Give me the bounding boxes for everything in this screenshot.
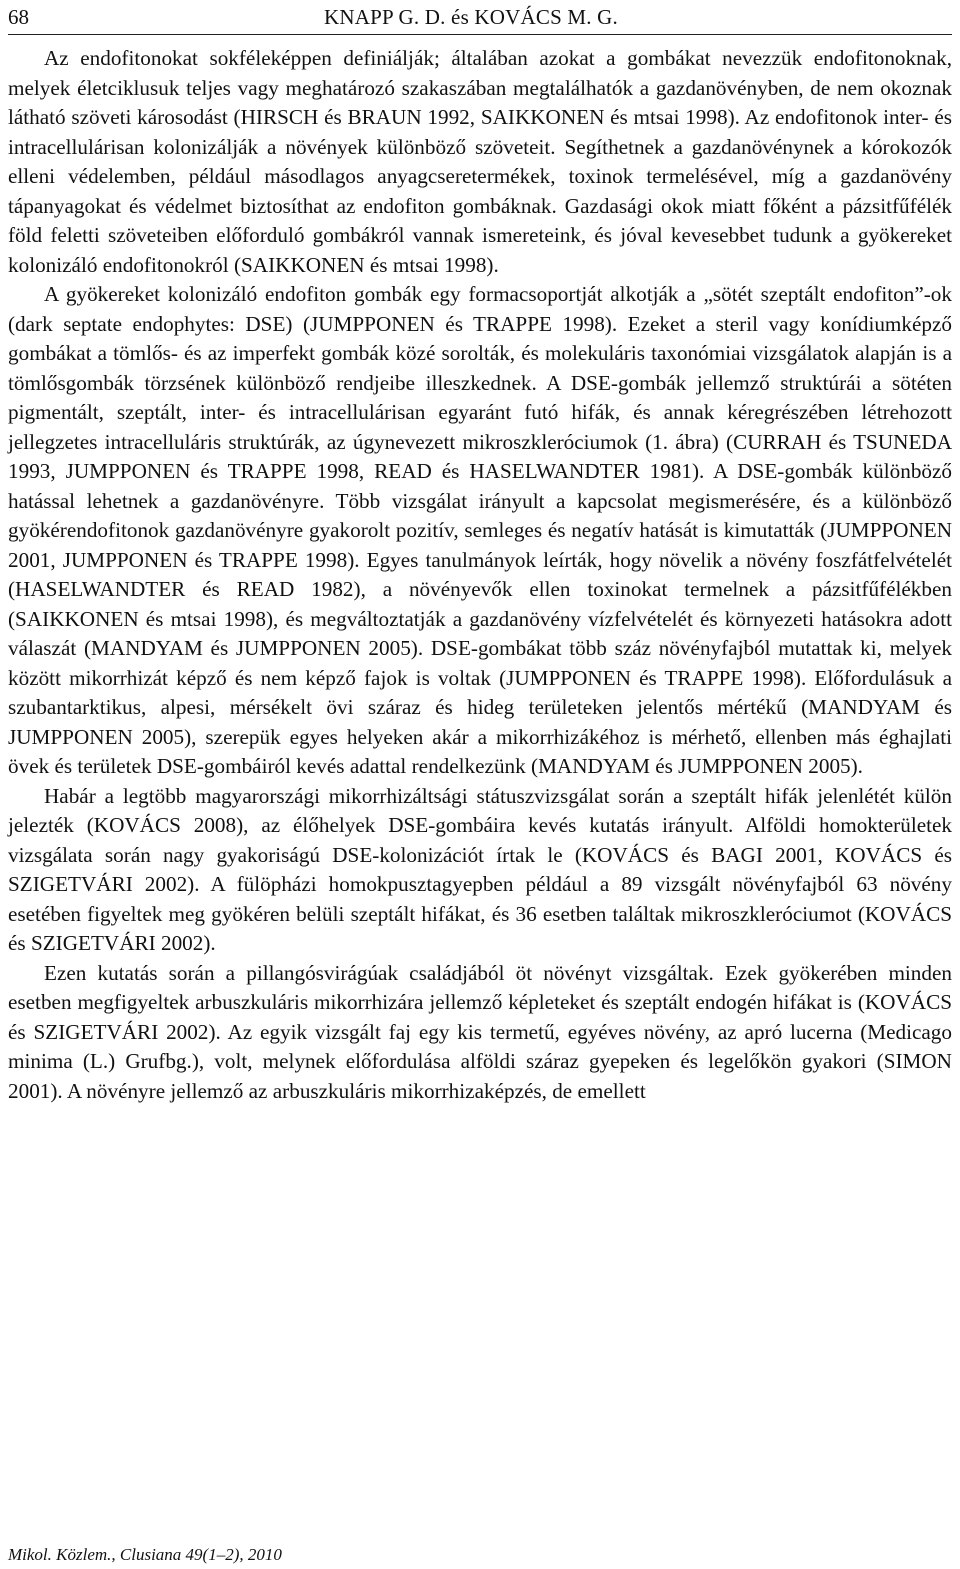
article-body — [8, 44, 952, 1106]
paragraph-legume-research: Ezen kutatás során a pillangósvirágúak családjából öt növényt vizsgáltak. Ezek gyökerében minden esetben megfigyeltek arbuszkuláris mikorrhizára jellemző képleteket és szeptált endogén hifákat is (KOVÁCS és SZIGETVÁRI 2002). Az egyik vizsgált faj egy kis termetű, egyéves növény, az apró lucerna (Medicago minima (L.) Grufbg.), volt, melynek előfordulása alföldi száraz gyepeken és legelőkön gyakori (SIMON 2001). A növényre jellemző az arbuszkuláris mikorrhizaképzés, de emellett — [8, 960, 952, 1103]
paragraph-endophyte-definition: Az endofitonokat sokféleképpen definiálják; általában azokat a gombákat nevezzük endofitonoknak, melyek életciklusuk teljes vagy meghatározó szakaszában megtalálhatók a gazdanövényben, de nem okoznak látható szöveti károsodást (HIRSCH és BRAUN 1992, SAIKKONEN és mtsai 1998). Az endofitonok inter- és intracellulárisan kolonizálják a növények különböző szöveteit. Segíthetnek a gazdanövénynek a kórokozók elleni védelemben, például másodlagos anyagcseretermékek, toxinok termelésével, míg a gazdanövény tápanyagokat és védelmet biztosíthat az endofiton gombáknak. Gazdasági okok miatt főként a pázsitfűfélék föld feletti szöveteiben előforduló gombákról vannak ismereteink, és jóval kevesebbet tudunk a gyökereket kolonizáló endofitonokról (SAIKKONEN és mtsai 1998). — [8, 46, 952, 277]
page-header — [8, 2, 952, 36]
running-head: KNAPP G. D. és KOVÁCS M. G. — [324, 5, 618, 29]
page-number: 68 — [8, 5, 29, 29]
paragraph-hungarian-studies: Habár a legtöbb magyarországi mikorrhizáltsági státuszvizsgálat során a szeptált hifák jelenlétét külön jelezték (KOVÁCS 2008), az élőhelyek DSE-gombáira kevés kutatás irányult. Alföldi homokterületek vizsgálata során nagy gyakoriságú DSE-kolonizációt írtak le (KOVÁCS és BAGI 2001, KOVÁCS és SZIGETVÁRI 2002). A fülöpházi homokpusztagyepben például a 89 vizsgált növényfajból 63 növény esetében figyeltek meg gyökéren belüli szeptált hifákat, és 36 esetben találtak mikroszkleróciumot (KOVÁCS és SZIGETVÁRI 2002). — [8, 783, 952, 955]
journal-citation: Mikol. Közlem., Clusiana 49(1–2), 2010 — [8, 1545, 282, 1564]
paragraph-dark-septate-endophytes: A gyökereket kolonizáló endofiton gombák egy formacsoportját alkotják a „sötét szeptált endofiton”-ok (dark septate endophytes: DSE) (JUMPPONEN és TRAPPE 1998). Ezeket a steril vagy konídiumképző gombákat a tömlős- és az imperfekt gombák közé sorolták, és molekuláris taxonómiai vizsgálatok alapján is a tömlősgombák törzsének különböző rendjeibe illeszkednek. A DSE-gombák jellemző struktúrái a sötéten pigmentált, szeptált, inter- és intracellulárisan egyaránt futó hifák, és annak kéregrészében létrehozott jellegzetes intracelluláris struktúrák, az úgynevezett mikroszkleróciumok (1. ábra) (CURRAH és TSUNEDA 1993, JUMPPONEN és TRAPPE 1998, READ és HASELWANDTER 1981). A DSE-gombák különböző hatással lehetnek a gazdanövényre. Több vizsgálat irányult a kapcsolat megismerésére, és a különböző gyökérendofitonok gazdanövényre gyakorolt pozitív, semleges és negatív hatását is kimutatták (JUMPPONEN 2001, JUMPPONEN és TRAPPE 1998). Egyes tanulmányok leírták, hogy növelik a növény foszfátfelvételét (HASELWANDTER és READ 1982), a növényevők ellen toxinokat termelnek a pázsitfűfélékben (SAIKKONEN és mtsai 1998), és megváltoztatják a gazdanövény vízfelvételét és környezeti hatásokra adott válaszát (MANDYAM és JUMPPONEN 2005). DSE-gombákat több száz növényfajból mutattak ki, melyek között mikorrhizát képző és nem képző fajok is voltak (JUMPPONEN és TRAPPE 1998). Előfordulásuk a szubantarktikus, alpesi, mérsékelt övi száraz és hideg területeken jelentős mértékű (MANDYAM és JUMPPONEN 2005), szerepük egyes helyeken akár a mikorrhizákéhoz is mérhető, ellenben más éghajlati övek és területek DSE-gombáiról kevés adattal rendelkezünk (MANDYAM és JUMPPONEN 2005). — [8, 282, 952, 778]
header-rule — [8, 34, 952, 35]
